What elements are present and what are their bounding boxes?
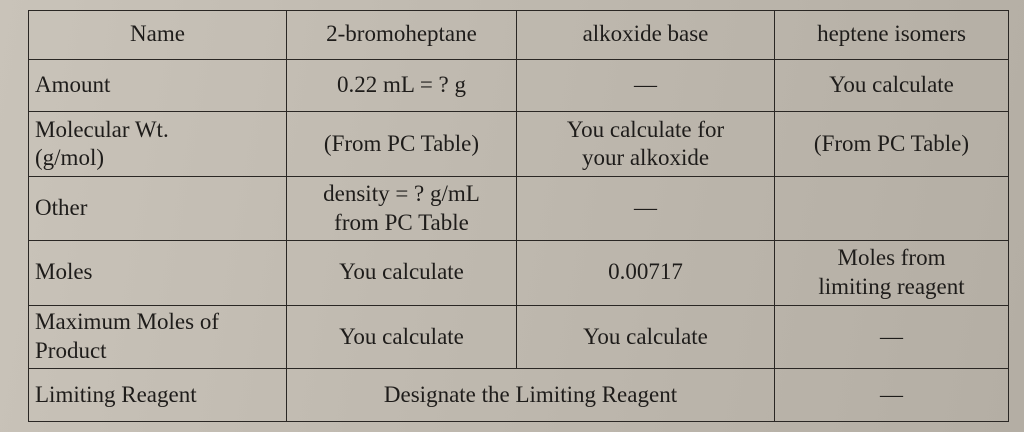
moles-alkoxide: 0.00717 bbox=[517, 240, 775, 305]
max-moles-alkoxide: You calculate bbox=[517, 305, 775, 368]
other-alkoxide: — bbox=[517, 177, 775, 240]
limiting-reagent-label: Limiting Reagent bbox=[29, 369, 287, 422]
header-heptene-isomers: heptene isomers bbox=[775, 11, 1009, 60]
moles-heptene-line2: limiting reagent bbox=[818, 273, 965, 299]
mw-alkoxide-line1: You calculate for bbox=[566, 116, 725, 142]
mw-alkoxide-line2: your alkoxide bbox=[581, 145, 710, 171]
molecular-weight-label-line2: (g/mol) bbox=[35, 145, 104, 171]
reagent-table bbox=[28, 10, 1009, 422]
moles-bromo: You calculate bbox=[287, 240, 517, 305]
molecular-weight-label-line1: Molecular Wt. bbox=[35, 116, 169, 142]
moles-label: Moles bbox=[29, 240, 287, 305]
limiting-reagent-row bbox=[29, 369, 1009, 422]
molecular-weight-row bbox=[29, 112, 1009, 177]
max-moles-label-line2: Product bbox=[35, 337, 107, 363]
amount-row bbox=[29, 59, 1009, 112]
other-label: Other bbox=[29, 177, 287, 240]
other-bromo-line2: from PC Table bbox=[334, 209, 469, 235]
molecular-weight-label bbox=[29, 112, 287, 177]
limiting-reagent-merged: Designate the Limiting Reagent bbox=[287, 369, 775, 422]
mw-alkoxide bbox=[517, 112, 775, 177]
header-name: Name bbox=[29, 11, 287, 60]
amount-bromo: 0.22 mL = ? g bbox=[287, 59, 517, 112]
max-moles-bromo: You calculate bbox=[287, 305, 517, 368]
max-moles-heptene: — bbox=[775, 305, 1009, 368]
other-bromo bbox=[287, 177, 517, 240]
max-moles-label bbox=[29, 305, 287, 368]
amount-label: Amount bbox=[29, 59, 287, 112]
other-row bbox=[29, 177, 1009, 240]
moles-row bbox=[29, 240, 1009, 305]
header-alkoxide-base: alkoxide base bbox=[517, 11, 775, 60]
limiting-reagent-heptene: — bbox=[775, 369, 1009, 422]
mw-bromo: (From PC Table) bbox=[287, 112, 517, 177]
moles-heptene bbox=[775, 240, 1009, 305]
moles-heptene-line1: Moles from bbox=[837, 245, 946, 271]
max-moles-row bbox=[29, 305, 1009, 368]
other-bromo-line1: density = ? g/mL bbox=[323, 180, 480, 206]
amount-heptene: You calculate bbox=[775, 59, 1009, 112]
mw-heptene: (From PC Table) bbox=[775, 112, 1009, 177]
header-2-bromoheptane: 2-bromoheptane bbox=[287, 11, 517, 60]
max-moles-label-line1: Maximum Moles of bbox=[35, 309, 219, 335]
amount-alkoxide: — bbox=[517, 59, 775, 112]
other-heptene bbox=[775, 177, 1009, 240]
header-row bbox=[29, 11, 1009, 60]
